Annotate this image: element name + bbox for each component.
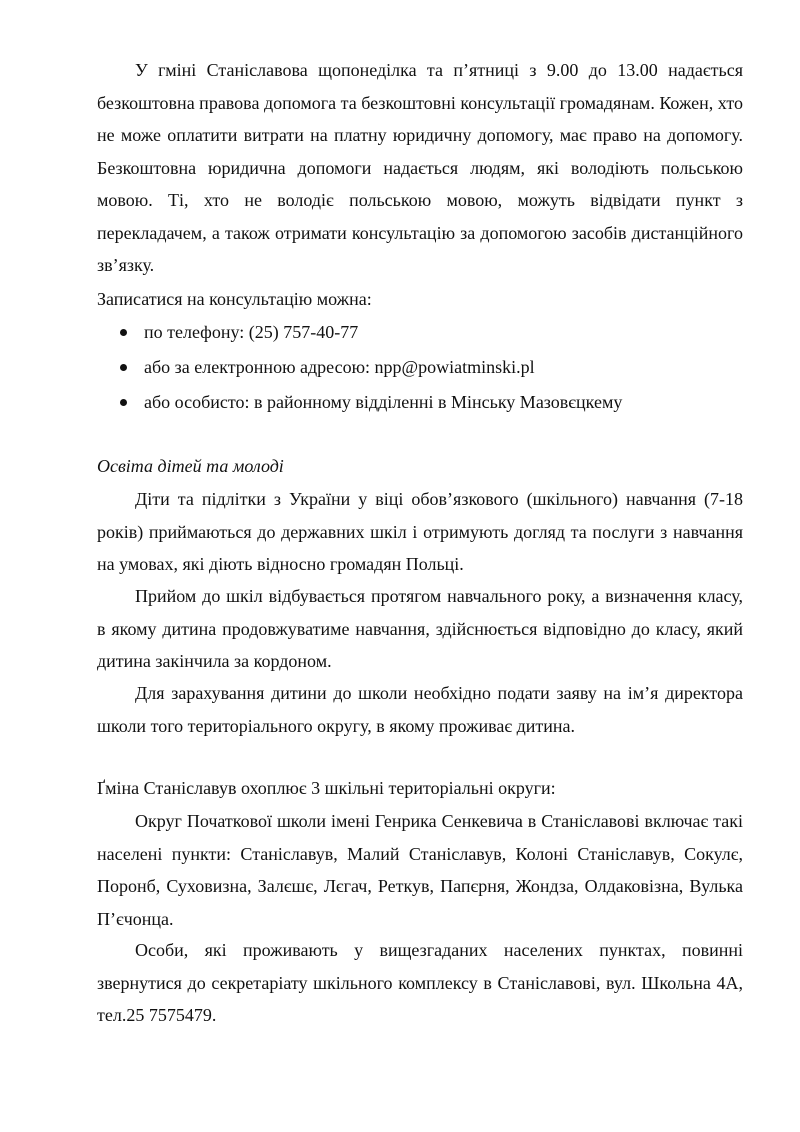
bullet-icon: [120, 364, 127, 371]
signup-option-email: [97, 351, 743, 386]
signup-option-text: або особисто: в районному відділенні в Мінську Мазовєцкему: [144, 392, 623, 412]
education-paragraph: Для зарахування дитини до школи необхідно подати заяву на ім’я директора школи того територіального округу, в якому проживає дитина.: [97, 683, 743, 736]
bullet-icon: [120, 399, 127, 406]
signup-options-list: [97, 316, 743, 421]
bullet-icon: [120, 329, 127, 336]
signup-option-text: або за електронною адресою: npp@powiatminski.pl: [144, 357, 535, 377]
signup-heading: Записатися на консультацію можна:: [97, 289, 372, 309]
education-section-title: Освіта дітей та молоді: [97, 456, 284, 476]
district-paragraph: Округ Початкової школи імені Генрика Сенкевича в Станіславові включає такі населені пункти: Станіславув, Малий Станіславув, Колоні Станіславув, Сокулє, Поронб, Суховизна, Залєшє, Лєгач, Реткув, Папєрня, Жондза, Олдаковізна, Вулька П’єчонца.: [97, 811, 743, 929]
signup-option-phone: [97, 316, 743, 351]
intro-paragraph: У гміні Станіславова щопонеділка та п’ятниці з 9.00 до 13.00 надається безкоштовна правова допомога та безкоштовні консультації громадянам. Кожен, хто не може оплатити витрати на платну юридичну допомогу, має право на допомогу. Безкоштовна юридична допомоги надається людям, які володіють польською мовою. Ті, хто не володіє польською мовою, можуть відвідати пункт з перекладачем, а також отримати консультацію за допомогою засобів дистанційного зв’язку.: [97, 60, 743, 275]
education-paragraph: Діти та підлітки з України у віці обов’язкового (шкільного) навчання (7-18 років) приймаються до державних шкіл і отримують догляд та послуги з навчання на умовах, які діють відносно громадян Польці.: [97, 489, 743, 574]
signup-option-in-person: [97, 386, 743, 421]
districts-intro: Ґміна Станіславув охоплює 3 шкільні територіальні округи:: [97, 778, 556, 798]
signup-option-text: по телефону: (25) 757-40-77: [144, 322, 359, 342]
education-paragraph: Прийом до шкіл відбувається протягом навчального року, а визначення класу, в якому дитина продовжуватиме навчання, здійснюється відповідно до класу, який дитина закінчила за кордоном.: [97, 586, 743, 671]
contact-paragraph: Особи, які проживають у вищезгаданих населених пунктах, повинні звернутися до секретаріату шкільного комплексу в Станіславові, вул. Школьна 4А, тел.25 7575479.: [97, 940, 743, 1025]
